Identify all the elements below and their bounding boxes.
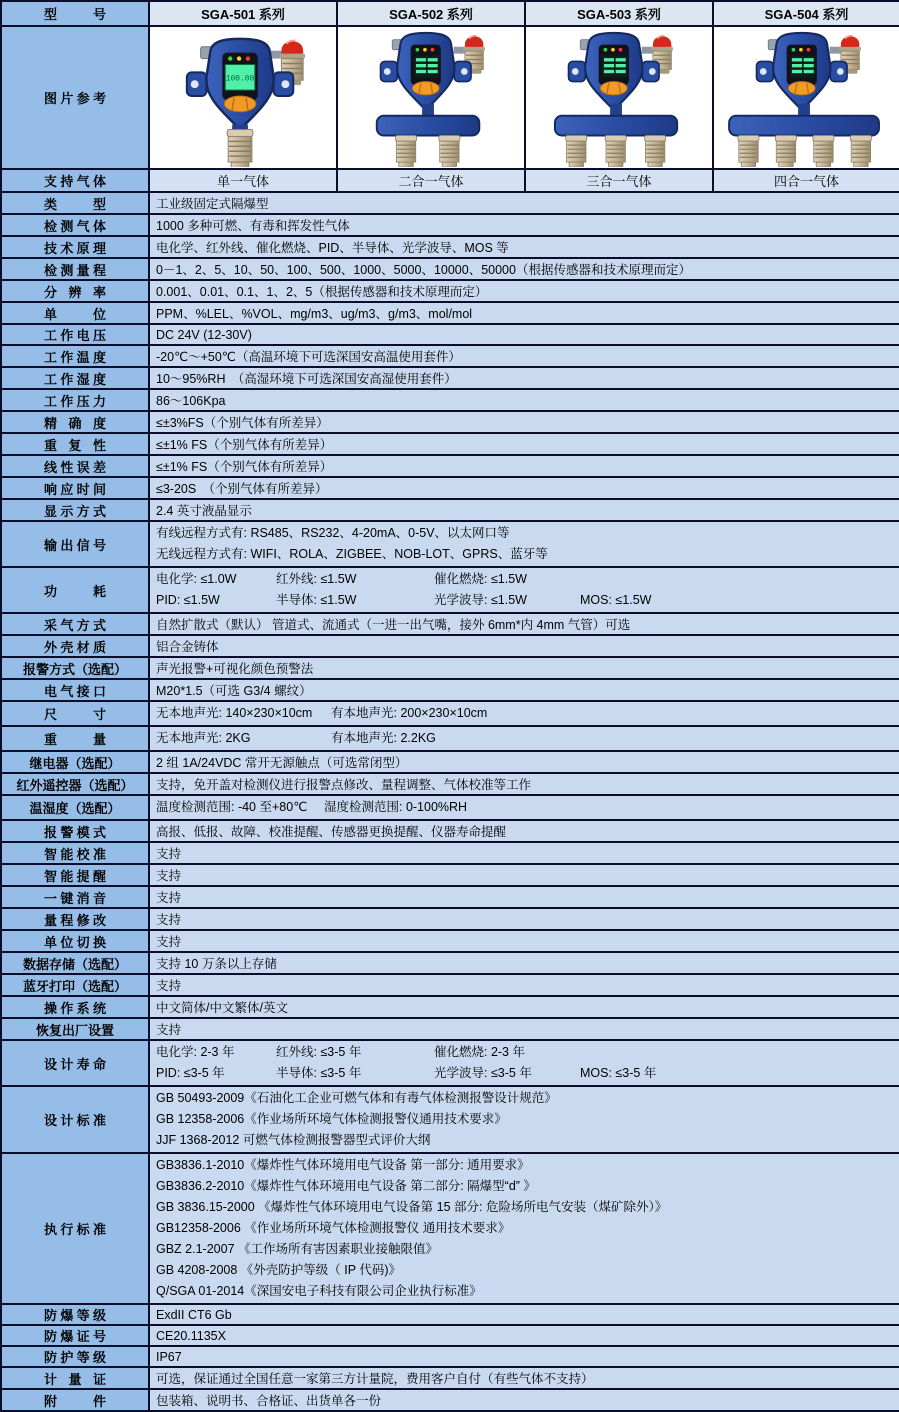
image-cell-2 [337, 26, 525, 169]
spec-value: 2 组 1A/24VDC 常开无源触点（可选常闭型） [149, 751, 899, 773]
spec-seg: 光学波导: ≤1.5W [434, 593, 527, 607]
spec-label: 设计标准 [44, 1113, 106, 1128]
spec-label: 检测量程 [44, 262, 106, 278]
spec-label: 响应时间 [44, 481, 106, 497]
spec-value: 包装箱、说明书、合格证、出货单各一份 [149, 1389, 899, 1411]
spec-label: 数据存储（选配） [22, 956, 127, 972]
spec-label: 技术原理 [44, 240, 106, 256]
image-cell-1 [149, 26, 337, 169]
spec-line: 有线远程方式有: RS485、RS232、4-20mA、0-5V、以太网口等 [156, 526, 510, 540]
spec-value: 1000 多种可燃、有毒和挥发性气体 [149, 214, 899, 236]
spec-value [149, 567, 899, 613]
spec-row-unit [1, 302, 899, 324]
gas-value-1: 单一气体 [149, 169, 337, 192]
device-screen-reading: 100.00 [225, 73, 255, 83]
spec-label: 精确度 [44, 415, 106, 431]
spec-value: 工业级固定式隔爆型 [149, 192, 899, 214]
spec-row-display [1, 499, 899, 521]
spec-line: GB 50493-2009《石油化工企业可燃气体和有毒气体检测报警设计规范》 [156, 1091, 557, 1105]
spec-line [156, 569, 893, 590]
gas-value-4: 四合一气体 [713, 169, 899, 192]
spec-label: 报警模式 [44, 824, 106, 840]
spec-value: ≤±1% FS（个别气体有所差异） [149, 433, 899, 455]
spec-row-repeatability [1, 433, 899, 455]
spec-row-electrical-interface [1, 679, 899, 701]
gas-detector-2-probe-image [339, 29, 523, 167]
spec-row-bluetooth-print [1, 974, 899, 996]
model-sga502: SGA-502 系列 [337, 1, 525, 26]
spec-label: 防护等级 [44, 1350, 106, 1365]
spec-row-temperature [1, 345, 899, 367]
spec-row-os [1, 996, 899, 1018]
spec-value: 支持 [149, 886, 899, 908]
gas-detector-4-probe-image [715, 29, 899, 167]
spec-value: ≤3-20S （个别气体有所差异） [149, 477, 899, 499]
spec-value: 86～106Kpa [149, 389, 899, 411]
spec-value: ≤±3%FS（个别气体有所差异） [149, 411, 899, 433]
spec-value: 可选，保证通过全国任意一家第三方计量院，费用客户自付（有些气体不支持） [149, 1367, 899, 1389]
spec-value: 0.001、0.01、0.1、1、2、5（根据传感器和技术原理而定） [149, 280, 899, 302]
spec-line: GB 3836.15-2000 《爆炸性气体环境用电气设备第 15 部分: 危险场所电气安装（煤矿除外）》 [156, 1200, 668, 1214]
spec-seg: MOS: ≤1.5W [580, 593, 652, 607]
spec-label: 蓝牙打印（选配） [22, 978, 127, 994]
image-row-label-cell [1, 26, 149, 169]
spec-value [149, 726, 899, 751]
gas-value-2: 二合一气体 [337, 169, 525, 192]
spec-row-resolution [1, 280, 899, 302]
spec-seg: 有本地声光: 200×230×10cm [331, 706, 488, 720]
spec-label: 恢复出厂设置 [35, 1022, 114, 1038]
spec-row-design-life [1, 1040, 899, 1086]
spec-value: ExdII CT6 Gb [149, 1304, 899, 1325]
spec-seg: 无本地声光: 2KG [156, 731, 251, 745]
spec-seg: 红外线: ≤1.5W [276, 572, 357, 586]
spec-seg: 半导体: ≤1.5W [276, 593, 357, 607]
spec-label: 报警方式（选配） [22, 661, 127, 677]
spec-value [149, 1153, 899, 1304]
spec-label: 工作温度 [44, 349, 106, 365]
spec-label: 一键消音 [44, 890, 106, 906]
gas-row-label: 支持气体 [44, 174, 106, 189]
spec-label: 尺寸 [44, 707, 106, 722]
spec-row-data-storage [1, 952, 899, 974]
spec-line: GB12358-2006 《作业场所环境气体检测报警仪 通用技术要求》 [156, 1221, 511, 1235]
spec-label: 继电器（选配） [29, 755, 121, 771]
spec-seg: 半导体: ≤3-5 年 [276, 1066, 362, 1080]
spec-row-range-modification [1, 908, 899, 930]
spec-row-smart-reminder [1, 864, 899, 886]
spec-row-ir-remote [1, 773, 899, 795]
spec-row-smart-calibration [1, 842, 899, 864]
spec-value: CE20.1135X [149, 1325, 899, 1346]
spec-seg: PID: ≤1.5W [156, 593, 220, 607]
spec-value: 支持 [149, 1018, 899, 1040]
spec-value: IP67 [149, 1346, 899, 1367]
spec-row-response-time [1, 477, 899, 499]
spec-seg: 电化学: ≤1.0W [156, 572, 237, 586]
spec-label: 执行标准 [44, 1222, 106, 1237]
spec-row-unit-switch [1, 930, 899, 952]
spec-row-design-standards [1, 1086, 899, 1153]
spec-value: 电化学、红外线、催化燃烧、PID、半导体、光学波导、MOS 等 [149, 236, 899, 258]
spec-label: 采气方式 [44, 617, 106, 633]
spec-seg: 红外线: ≤3-5 年 [276, 1045, 362, 1059]
spec-label: 显示方式 [44, 503, 106, 519]
spec-value: M20*1.5（可选 G3/4 螺纹） [149, 679, 899, 701]
spec-seg: 无本地声光: 140×230×10cm [156, 706, 313, 720]
spec-value [149, 795, 899, 820]
spec-row-explosion-proof-grade [1, 1304, 899, 1325]
spec-row-linearity [1, 455, 899, 477]
spec-row-alarm-mode [1, 820, 899, 842]
gas-row-label-cell [1, 169, 149, 192]
spec-row-accuracy [1, 411, 899, 433]
spec-value: 支持，免开盖对检测仪进行报警点修改、量程调整、气体校准等工作 [149, 773, 899, 795]
spec-line [156, 797, 893, 818]
spec-value: 自然扩散式（默认） 管道式、流通式（一进一出气嘴，接外 6mm*内 4mm 气管）可选 [149, 613, 899, 635]
spec-label: 单位切换 [44, 934, 106, 950]
spec-row-accessories [1, 1389, 899, 1411]
spec-row-protection-grade [1, 1346, 899, 1367]
spec-value [149, 521, 899, 567]
spec-row-alarm-method [1, 657, 899, 679]
gas-value-3: 三合一气体 [525, 169, 713, 192]
spec-line [156, 728, 893, 749]
spec-label: 工作压力 [44, 393, 106, 409]
spec-line: GB 12358-2006《作业场所环境气体检测报警仪通用技术要求》 [156, 1112, 507, 1126]
spec-label: 工作电压 [44, 328, 106, 343]
spec-value: 支持 10 万条以上存储 [149, 952, 899, 974]
spec-row-one-key-mute [1, 886, 899, 908]
spec-row-metrology-cert [1, 1367, 899, 1389]
image-row [1, 26, 899, 169]
spec-row-sampling [1, 613, 899, 635]
spec-row-pressure [1, 389, 899, 411]
spec-value: 10～95%RH （高湿环境下可选深国安高湿使用套件） [149, 367, 899, 389]
model-label: 型号 [44, 7, 106, 22]
spec-label: 单位 [44, 306, 106, 322]
spec-row-execution-standards [1, 1153, 899, 1304]
spec-label: 附件 [44, 1393, 106, 1409]
spec-label: 防爆证号 [44, 1329, 106, 1344]
spec-line: GBZ 2.1-2007 《工作场所有害因素职业接触限值》 [156, 1242, 438, 1256]
spec-value: DC 24V (12-30V) [149, 324, 899, 345]
header-row [1, 1, 899, 26]
spec-seg: 电化学: 2-3 年 [156, 1045, 235, 1059]
spec-row-weight [1, 726, 899, 751]
spec-line [156, 1063, 893, 1084]
spec-label: 防爆等级 [44, 1308, 106, 1323]
spec-row-voltage [1, 324, 899, 345]
spec-value: 声光报警+可视化颜色预警法 [149, 657, 899, 679]
spec-seg: PID: ≤3-5 年 [156, 1066, 225, 1080]
spec-label: 工作湿度 [44, 371, 106, 387]
spec-label: 电气接口 [44, 683, 106, 699]
gas-detector-3-probe-image [527, 29, 711, 167]
spec-row-explosion-proof-cert [1, 1325, 899, 1346]
spec-label: 重量 [44, 732, 106, 747]
spec-label: 温湿度（选配） [29, 801, 121, 816]
spec-label: 智能校准 [44, 846, 106, 862]
spec-value: 铝合金铸体 [149, 635, 899, 657]
model-sga501: SGA-501 系列 [149, 1, 337, 26]
spec-line [156, 590, 893, 611]
spec-row-principle [1, 236, 899, 258]
spec-label: 重复性 [44, 437, 106, 453]
spec-label: 功耗 [44, 583, 106, 599]
spec-row-output-signal [1, 521, 899, 567]
spec-line: Q/SGA 01-2014《深国安电子科技有限公司企业执行标准》 [156, 1284, 482, 1298]
spec-seg: 催化燃烧: ≤1.5W [434, 572, 527, 586]
spec-value: PPM、%LEL、%VOL、mg/m3、ug/m3、g/m3、mol/mol [149, 302, 899, 324]
spec-label: 智能提醒 [44, 868, 106, 884]
spec-seg: 温度检测范围: -40 至+80℃ [156, 800, 308, 814]
spec-line [156, 1042, 893, 1063]
spec-line: JJF 1368-2012 可燃气体检测报警器型式评价大纲 [156, 1133, 431, 1147]
spec-label: 量程修改 [44, 912, 106, 928]
spec-label: 分辨率 [44, 284, 106, 300]
supported-gas-row [1, 169, 899, 192]
spec-seg: 光学波导: ≤3-5 年 [434, 1066, 532, 1080]
spec-line: GB 4208-2008 《外壳防护等级（ IP 代码)》 [156, 1263, 401, 1277]
spec-value: 支持 [149, 974, 899, 996]
gas-detector-single-probe-image [151, 29, 335, 167]
spec-seg: 催化燃烧: 2-3 年 [434, 1045, 525, 1059]
spec-row-range [1, 258, 899, 280]
model-sga503: SGA-503 系列 [525, 1, 713, 26]
spec-row-type [1, 192, 899, 214]
spec-label: 计量证 [44, 1371, 106, 1387]
image-row-label: 图片参考 [44, 91, 106, 106]
spec-value: 2.4 英寸液晶显示 [149, 499, 899, 521]
spec-row-power-consumption [1, 567, 899, 613]
spec-row-dimensions [1, 701, 899, 726]
spec-label: 红外遥控器（选配） [16, 777, 134, 793]
spec-row-detected-gas [1, 214, 899, 236]
spec-value [149, 1040, 899, 1086]
spec-row-housing [1, 635, 899, 657]
spec-value: 0－1、2、5、10、50、100、500、1000、5000、10000、50000（根据传感器和技术原理而定） [149, 258, 899, 280]
spec-value: 高报、低报、故障、校准提醒、传感器更换提醒、仪器寿命提醒 [149, 820, 899, 842]
spec-label: 类型 [44, 196, 106, 212]
spec-value [149, 701, 899, 726]
spec-label: 输出信号 [44, 537, 106, 553]
model-sga504: SGA-504 系列 [713, 1, 899, 26]
header-label-cell [1, 1, 149, 26]
spec-label: 检测气体 [44, 218, 106, 234]
spec-value: 支持 [149, 864, 899, 886]
spec-seg: MOS: ≤3-5 年 [580, 1066, 657, 1080]
spec-row-humidity [1, 367, 899, 389]
spec-line: 无线远程方式有: WIFI、ROLA、ZIGBEE、NOB-LOT、GPRS、蓝牙等 [156, 547, 548, 561]
spec-label: 外壳材质 [44, 639, 106, 655]
spec-seg: 有本地声光: 2.2KG [331, 731, 436, 745]
spec-seg: 湿度检测范围: 0-100%RH [324, 800, 468, 814]
spec-line: GB3836.1-2010《爆炸性气体环境用电气设备 第一部分: 通用要求》 [156, 1158, 530, 1172]
spec-row-factory-reset [1, 1018, 899, 1040]
spec-row-temp-humidity-option [1, 795, 899, 820]
spec-row-relay [1, 751, 899, 773]
image-cell-4 [713, 26, 899, 169]
spec-label: 设计寿命 [44, 1056, 106, 1072]
spec-value: 中文简体/中文繁体/英文 [149, 996, 899, 1018]
spec-value: 支持 [149, 930, 899, 952]
spec-value: 支持 [149, 842, 899, 864]
image-cell-3 [525, 26, 713, 169]
spec-value: 支持 [149, 908, 899, 930]
spec-value [149, 1086, 899, 1153]
spec-label: 操作系统 [44, 1000, 106, 1016]
spec-line: GB3836.2-2010《爆炸性气体环境用电气设备 第二部分: 隔爆型“d” 》 [156, 1179, 536, 1193]
spec-value: ≤±1% FS（个别气体有所差异） [149, 455, 899, 477]
spec-value: -20℃～+50℃（高温环境下可选深国安高温使用套件） [149, 345, 899, 367]
spec-line [156, 703, 893, 724]
spec-label: 线性误差 [44, 459, 106, 475]
